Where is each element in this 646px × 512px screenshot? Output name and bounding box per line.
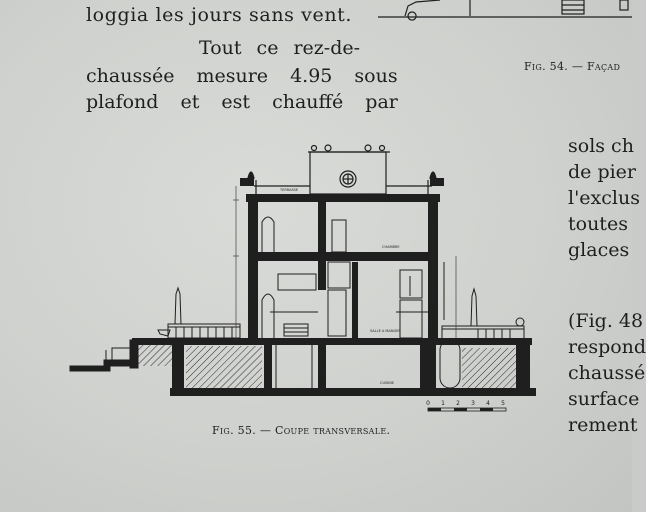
text-line: toutes: [568, 213, 628, 235]
left-balustrade: [158, 288, 240, 338]
earth-hatch: [138, 344, 172, 366]
scale-number: 2: [456, 400, 460, 407]
fig54-title: Façad: [586, 60, 621, 73]
scale-number: 3: [471, 400, 475, 407]
scale-number: 1: [441, 400, 445, 407]
scale-number: 5: [501, 400, 505, 407]
text-line: chaussé: [568, 362, 646, 384]
drawing-label: TERRASSE: [280, 188, 299, 192]
drawing-label: CHAMBRE: [382, 245, 400, 249]
text-line: sols ch: [568, 135, 634, 157]
fig54-label: Fig. 54.: [524, 60, 569, 73]
left-steps: [70, 340, 138, 371]
text-line: respond: [568, 336, 646, 358]
scale-number: 0: [426, 400, 430, 407]
text-line: l'exclus: [568, 187, 640, 209]
roof-pavilion: [248, 145, 436, 194]
fig55-title: Coupe transversale.: [274, 424, 391, 437]
right-balustrade: [442, 262, 524, 340]
text-line: loggia les jours sans vent.: [86, 4, 353, 26]
drawing-label: CUISINE: [380, 381, 395, 385]
scale-bar: [428, 408, 506, 411]
fig55-dash: —: [259, 424, 272, 437]
building-walls: [240, 178, 444, 338]
text-line: surface: [568, 388, 640, 410]
fig54-dash: —: [571, 60, 584, 73]
text-line: plafond et est chauffé par: [86, 91, 398, 113]
text-line: chaussée mesure 4.95 sous: [86, 65, 398, 87]
earth-hatch: [462, 348, 516, 388]
earth-hatch: [186, 346, 262, 388]
dimension-lines: [233, 186, 456, 340]
text-line: glaces: [568, 239, 630, 261]
text-line: Tout ce rez-de-: [199, 37, 361, 59]
text-line: de pier: [568, 161, 637, 183]
text-line: (Fig. 48: [568, 310, 644, 332]
fig55-label: Fig. 55.: [212, 424, 257, 437]
figure-55-caption: [212, 424, 390, 437]
text-line: rement: [568, 414, 638, 436]
scale-number: 4: [486, 400, 490, 407]
drawing-label: SALLE A MANGER: [370, 329, 401, 333]
